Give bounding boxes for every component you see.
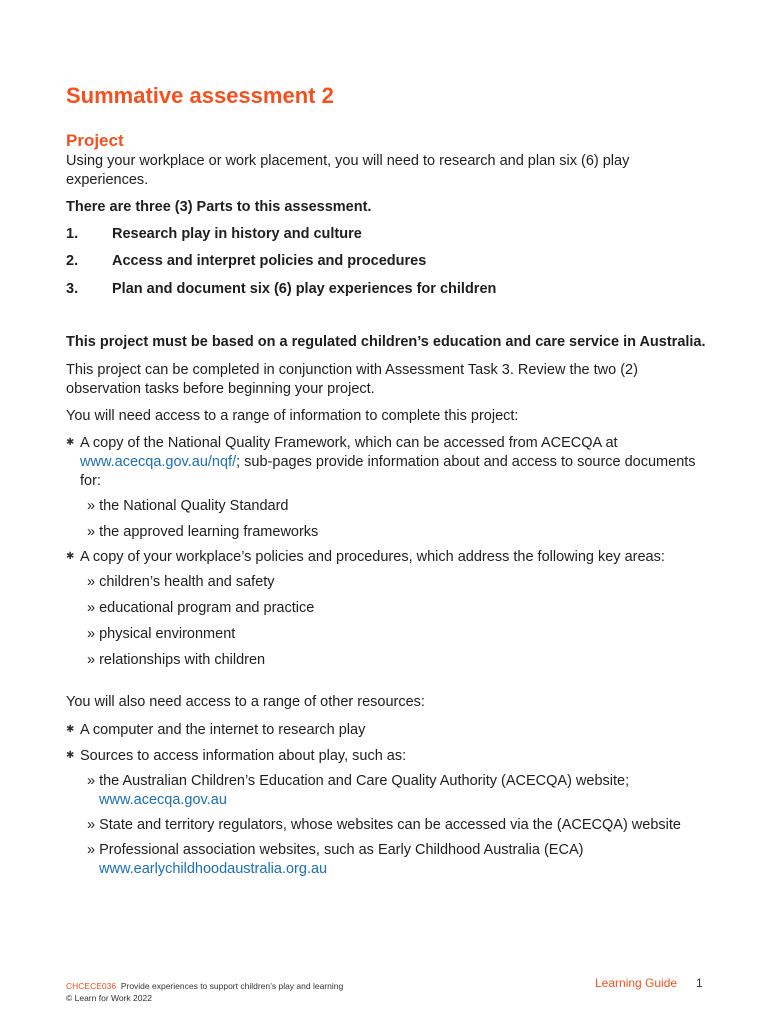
- bullet-text: ; sub-pages provide information about and access to source documents for:: [80, 454, 696, 489]
- info-intro: You will need access to a range of information to complete this project:: [66, 408, 519, 424]
- part-text: Plan and document six (6) play experiences for children: [112, 281, 497, 297]
- part-text: Access and interpret policies and procedures: [112, 253, 427, 269]
- bullet-marker-icon: ✱: [66, 551, 75, 562]
- sub-item: [87, 816, 707, 835]
- bullet-marker-icon: ✱: [66, 437, 75, 448]
- info-bullet-nqf: [80, 434, 700, 491]
- part-number: 1.: [66, 226, 79, 242]
- info-bullet-policies: A copy of your workplace’s policies and procedures, which address the following key areas:: [80, 549, 665, 565]
- resource-bullet-sources: Sources to access information about play, such as:: [80, 748, 407, 764]
- unit-title: Provide experiences to support children’s play and learning: [120, 981, 344, 991]
- sub-item-text: children’s health and safety: [99, 574, 275, 590]
- resources-intro: You will also need access to a range of other resources:: [66, 694, 425, 710]
- chevron-icon: »: [87, 626, 96, 642]
- sub-item: [87, 651, 707, 670]
- bullet-marker-icon: ✱: [66, 750, 75, 761]
- sub-item: [87, 573, 707, 592]
- sub-item-text: the Australian Children’s Education and Care Quality Authority (ACECQA) website;: [99, 773, 630, 789]
- chevron-icon: »: [87, 842, 96, 858]
- sub-item: [87, 497, 707, 516]
- chevron-icon: »: [87, 524, 96, 540]
- bullet-marker-icon: ✱: [66, 724, 75, 735]
- sub-item: [87, 625, 707, 644]
- footer-guide-label: Learning Guide: [595, 976, 678, 990]
- parts-heading: There are three (3) Parts to this assessment.: [66, 199, 372, 215]
- bullet-text: A copy of the National Quality Framework, which can be accessed from ACECQA at: [80, 435, 618, 451]
- intro-paragraph: Using your workplace or work placement, you will need to research and plan six (6) play experiences.: [66, 153, 630, 188]
- unit-code: CHCECE036: [66, 981, 117, 991]
- conjunction-note: This project can be completed in conjunction with Assessment Task 3. Review the two (2) observation tasks before beginning your project.: [66, 362, 638, 397]
- sub-item-text: relationships with children: [99, 652, 266, 668]
- part-text: Research play in history and culture: [112, 226, 362, 242]
- sub-item-text: physical environment: [99, 626, 236, 642]
- regulated-note: This project must be based on a regulated children’s education and care service in Australia.: [66, 334, 706, 350]
- sub-item-text: the National Quality Standard: [99, 498, 289, 514]
- sub-item-text: educational program and practice: [99, 600, 315, 616]
- chevron-icon: »: [87, 817, 96, 833]
- part-number: 2.: [66, 253, 79, 269]
- sub-item-text: the approved learning frameworks: [99, 524, 319, 540]
- acecqa-link[interactable]: www.acecqa.gov.au: [99, 792, 227, 808]
- page-number: 1: [696, 976, 703, 990]
- nqf-link[interactable]: www.acecqa.gov.au/nqf/: [80, 454, 237, 470]
- footer-info: [66, 980, 343, 1004]
- sub-item-text: Professional association websites, such as Early Childhood Australia (ECA): [99, 842, 584, 858]
- chevron-icon: »: [87, 652, 96, 668]
- resource-bullet-computer: A computer and the internet to research play: [80, 722, 366, 738]
- sub-item: [87, 599, 707, 618]
- chevron-icon: »: [87, 574, 96, 590]
- sub-item: [87, 841, 707, 879]
- copyright: © Learn for Work 2022: [66, 993, 152, 1003]
- chevron-icon: »: [87, 600, 96, 616]
- page-title: Summative assessment 2: [66, 83, 334, 108]
- sub-item-text: State and territory regulators, whose websites can be accessed via the (ACECQA) website: [99, 817, 681, 833]
- part-number: 3.: [66, 281, 79, 297]
- eca-link[interactable]: www.earlychildhoodaustralia.org.au: [99, 861, 328, 877]
- sub-item: [87, 772, 707, 810]
- chevron-icon: »: [87, 773, 96, 789]
- chevron-icon: »: [87, 498, 96, 514]
- section-title: Project: [66, 131, 124, 150]
- sub-item: [87, 523, 707, 542]
